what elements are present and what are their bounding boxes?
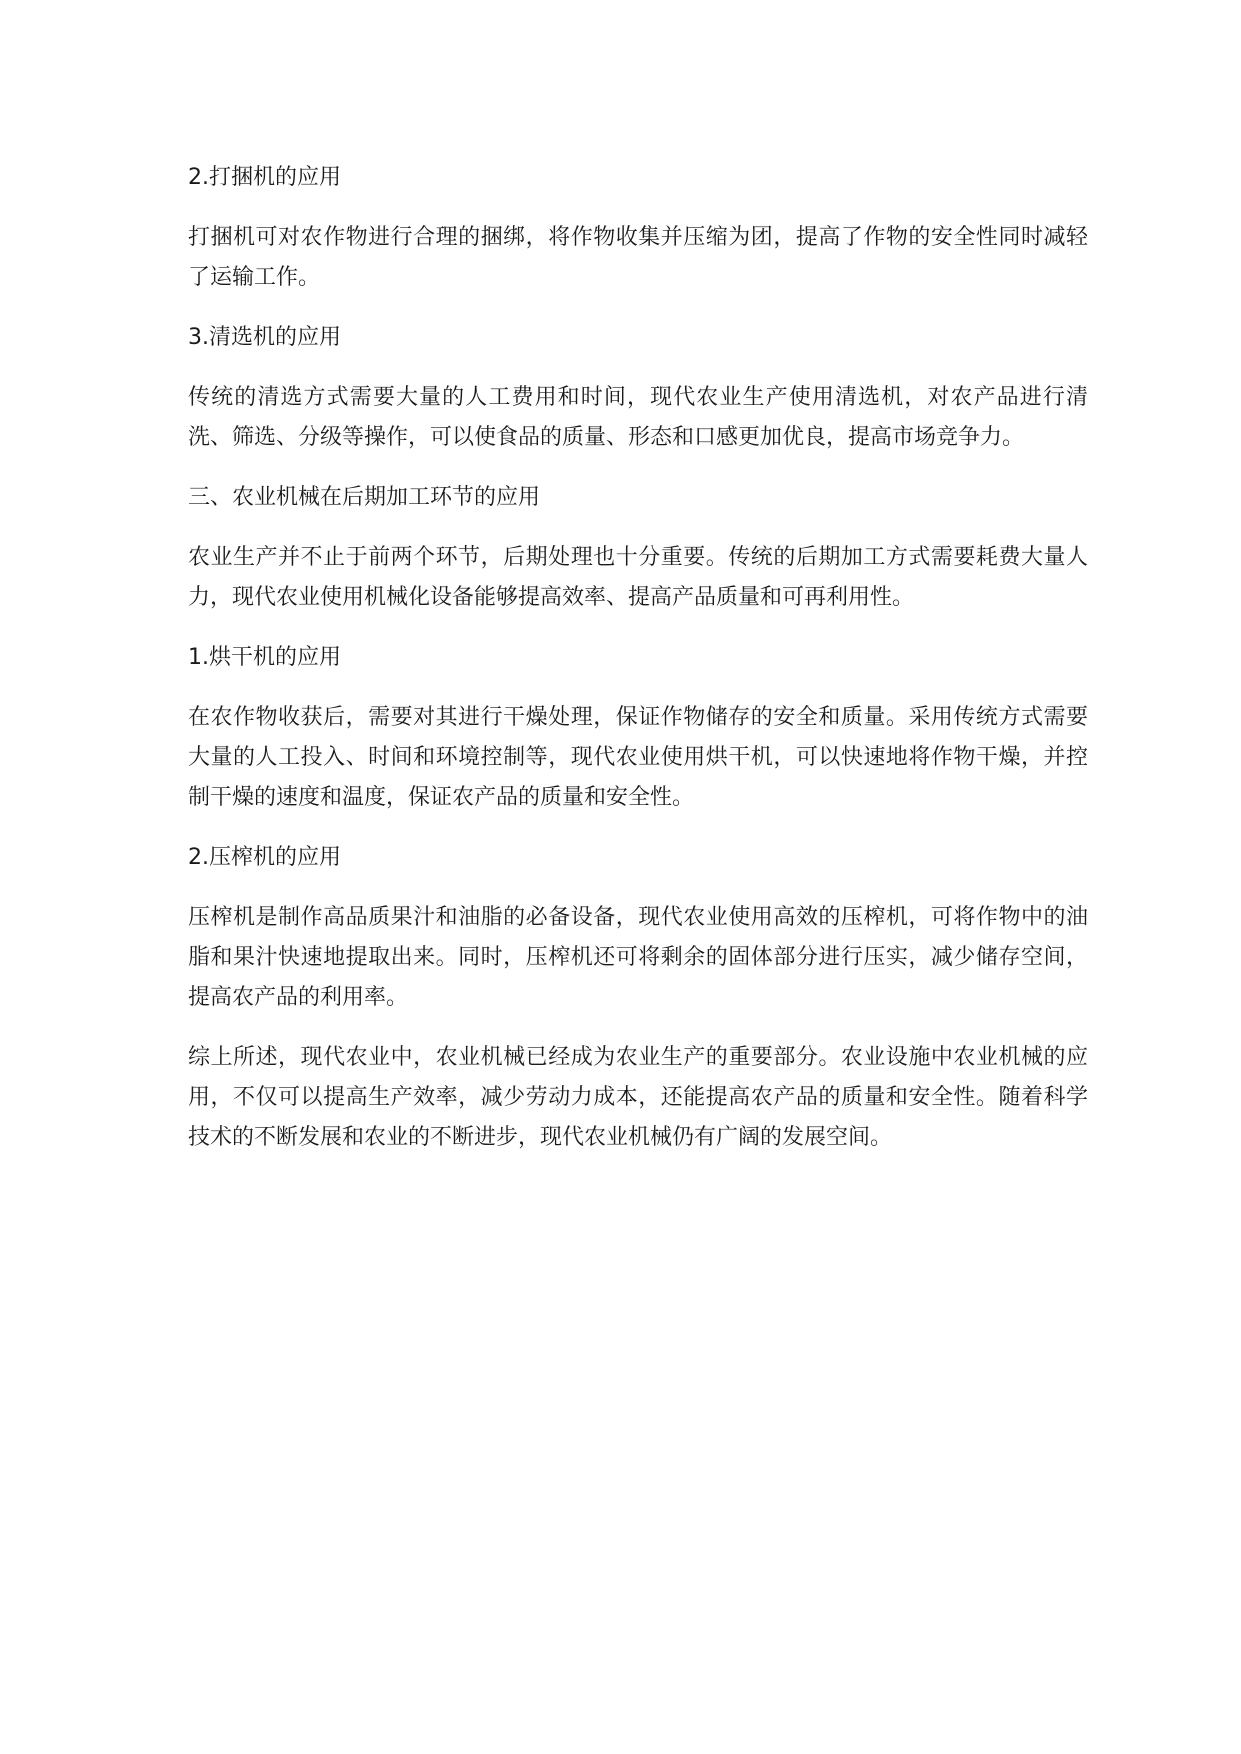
paragraph-post-processing: 农业生产并不止于前两个环节，后期处理也十分重要。传统的后期加工方式需要耗费大量人力，现代农业使用机械化设备能够提高效率、提高产品质量和可再利用性。 (188, 545, 1088, 610)
section-heading-dryer: 1.烘干机的应用 (188, 645, 341, 670)
paragraph-baler: 打捆机可对农作物进行合理的捆绑，将作物收集并压缩为团，提高了作物的安全性同时减轻了运输工作。 (188, 225, 1088, 290)
paragraph-press: 压榨机是制作高品质果汁和油脂的必备设备，现代农业使用高效的压榨机，可将作物中的油脂和果汁快速地提取出来。同时，压榨机还可将剩余的固体部分进行压实，减少储存空间，提高农产品的利用率。 (188, 905, 1088, 1010)
section-heading-cleaner: 3.清选机的应用 (188, 325, 341, 350)
paragraph-dryer: 在农作物收获后，需要对其进行干燥处理，保证作物储存的安全和质量。采用传统方式需要大量的人工投入、时间和环境控制等，现代农业使用烘干机，可以快速地将作物干燥，并控制干燥的速度和温度，保证农产品的质量和安全性。 (188, 705, 1088, 810)
section-heading-press: 2.压榨机的应用 (188, 845, 341, 870)
section-heading-post-processing: 三、农业机械在后期加工环节的应用 (188, 485, 541, 510)
document-body (188, 158, 1088, 1178)
paragraph-cleaner: 传统的清选方式需要大量的人工费用和时间，现代农业生产使用清选机，对农产品进行清洗、筛选、分级等操作，可以使食品的质量、形态和口感更加优良，提高市场竞争力。 (188, 385, 1088, 450)
paragraph-conclusion: 综上所述，现代农业中，农业机械已经成为农业生产的重要部分。农业设施中农业机械的应用，不仅可以提高生产效率，减少劳动力成本，还能提高农产品的质量和安全性。随着科学技术的不断发展和农业的不断进步，现代农业机械仍有广阔的发展空间。 (188, 1045, 1088, 1150)
section-heading-baler: 2.打捆机的应用 (188, 165, 341, 190)
